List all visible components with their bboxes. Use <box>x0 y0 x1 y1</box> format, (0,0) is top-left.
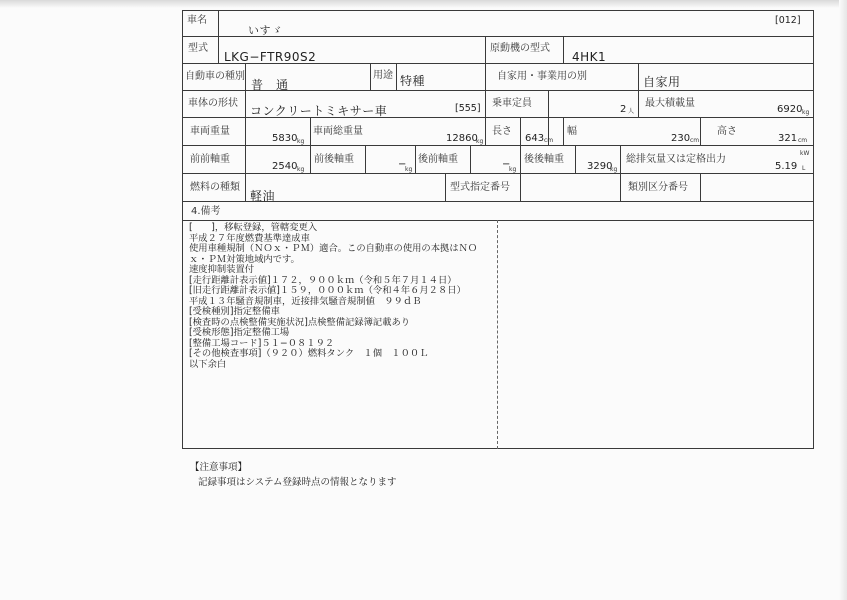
vehicle-weight-label: 車両重量 <box>190 126 230 137</box>
rear-front-axle-label: 後前軸重 <box>418 154 458 165</box>
front-rear-axle-label: 前後軸重 <box>314 154 354 165</box>
length-label: 長さ <box>492 126 512 137</box>
front-rear-axle-value: − <box>398 159 407 170</box>
rear-rear-axle-value: 3290 <box>587 161 613 172</box>
remarks-title: 4.備考 <box>191 206 221 217</box>
vehicle-kind-label: 自動車の種別 <box>185 71 245 82</box>
maker-value: いすゞ <box>248 24 283 37</box>
model-value: LKG−FTR90S2 <box>224 50 317 64</box>
remarks-body <box>189 223 477 370</box>
width-unit: cm <box>690 137 700 144</box>
front-front-axle-value: 2540 <box>272 161 298 172</box>
max-load-value: 6920 <box>777 104 803 115</box>
type-designation-label: 型式指定番号 <box>450 182 510 193</box>
maker-code: [012] <box>775 15 801 26</box>
displacement-label: 総排気量又は定格出力 <box>626 154 726 165</box>
vehicle-weight-value: 5830 <box>272 133 298 144</box>
remarks-line: [走行距離計表示値]１７２，９００ｋｍ（令和５年７月１４日） <box>189 274 457 286</box>
remarks-line: 平成１３年騒音規制車，近接排気騒音規制値 ９９ｄＢ <box>189 295 422 307</box>
remarks-line: 速度抑制装置付 <box>189 264 255 275</box>
capacity-value: 2 <box>620 104 627 115</box>
remarks-line: [ ]，移転登録，管轄変更入 <box>189 222 318 233</box>
remarks-line: ｘ・ＰＭ対策地域内です。 <box>189 253 300 265</box>
width-label: 幅 <box>567 126 577 137</box>
length-unit: cm <box>544 137 554 144</box>
maker-label: 車名 <box>187 15 207 26</box>
remarks-line: [整備工場コード]５１−０８１９２ <box>189 337 335 349</box>
height-label: 高さ <box>717 126 737 137</box>
front-front-axle-label: 前前軸重 <box>190 154 230 165</box>
use-value: 特種 <box>400 74 426 88</box>
max-load-label: 最大積載量 <box>645 98 695 109</box>
displacement-unit-l: L <box>802 165 806 172</box>
front-front-axle-unit: kg <box>297 166 305 173</box>
notes-text: 記録事項はシステム登録時点の情報となります <box>198 477 397 488</box>
use-label: 用途 <box>373 70 393 81</box>
vehicle-kind-value: 普 通 <box>251 78 289 92</box>
height-unit: cm <box>798 137 808 144</box>
vehicle-weight-unit: kg <box>297 138 305 145</box>
model-label: 型式 <box>188 43 208 54</box>
rear-front-axle-unit: kg <box>509 166 517 173</box>
rear-rear-axle-unit: kg <box>610 166 618 173</box>
capacity-label: 乗車定員 <box>492 98 532 109</box>
remarks-line: [受検種別]指定整備車 <box>189 306 280 317</box>
gross-weight-unit: kg <box>476 138 484 145</box>
fuel-type-value: 軽油 <box>250 189 276 203</box>
rear-rear-axle-label: 後後軸重 <box>524 154 564 165</box>
body-shape-value: コンクリートミキサー車 <box>250 104 388 118</box>
class-number-label: 類別区分番号 <box>628 182 688 193</box>
fuel-type-label: 燃料の種類 <box>190 182 240 193</box>
front-rear-axle-unit: kg <box>405 166 413 173</box>
width-value: 230 <box>671 133 691 144</box>
remarks-line: 使用車種規制（ＮＯｘ・ＰＭ）適合。この自動車の使用の本拠はＮＯ <box>189 243 478 254</box>
body-shape-label: 車体の形状 <box>188 98 238 109</box>
displacement-value: 5.19 <box>775 161 798 172</box>
length-value: 643 <box>525 133 545 144</box>
displacement-unit-kw: kW <box>800 150 810 157</box>
engine-value: 4HK1 <box>572 50 607 64</box>
gross-weight-label: 車両総重量 <box>313 126 363 137</box>
remarks-line: 平成２７年度燃費基準達成車 <box>189 232 310 244</box>
gross-weight-value: 12860 <box>446 133 478 144</box>
max-load-unit: kg <box>802 109 810 116</box>
usage-value: 自家用 <box>643 75 681 89</box>
usage-label: 自家用・事業用の別 <box>497 71 587 82</box>
notes-title: 【注意事項】 <box>190 462 248 473</box>
remarks-line: 以下余白 <box>189 358 227 370</box>
remarks-line: [受検形態]指定整備工場 <box>189 327 290 338</box>
body-shape-code: [555] <box>455 103 481 114</box>
height-value: 321 <box>778 133 798 144</box>
engine-label: 原動機の型式 <box>490 43 550 54</box>
remarks-line: [検査時の点検整備実施状況]点検整備記録簿記載あり <box>189 316 411 328</box>
remarks-line: [旧走行距離計表示値]１５９，０００ｋｍ（令和４年６月２８日） <box>189 285 466 296</box>
rear-front-axle-value: − <box>502 159 511 170</box>
capacity-unit: 人 <box>628 108 635 115</box>
remarks-line: [その他検査事項]（９２０）燃料タンク １個 １００Ｌ <box>189 348 429 359</box>
